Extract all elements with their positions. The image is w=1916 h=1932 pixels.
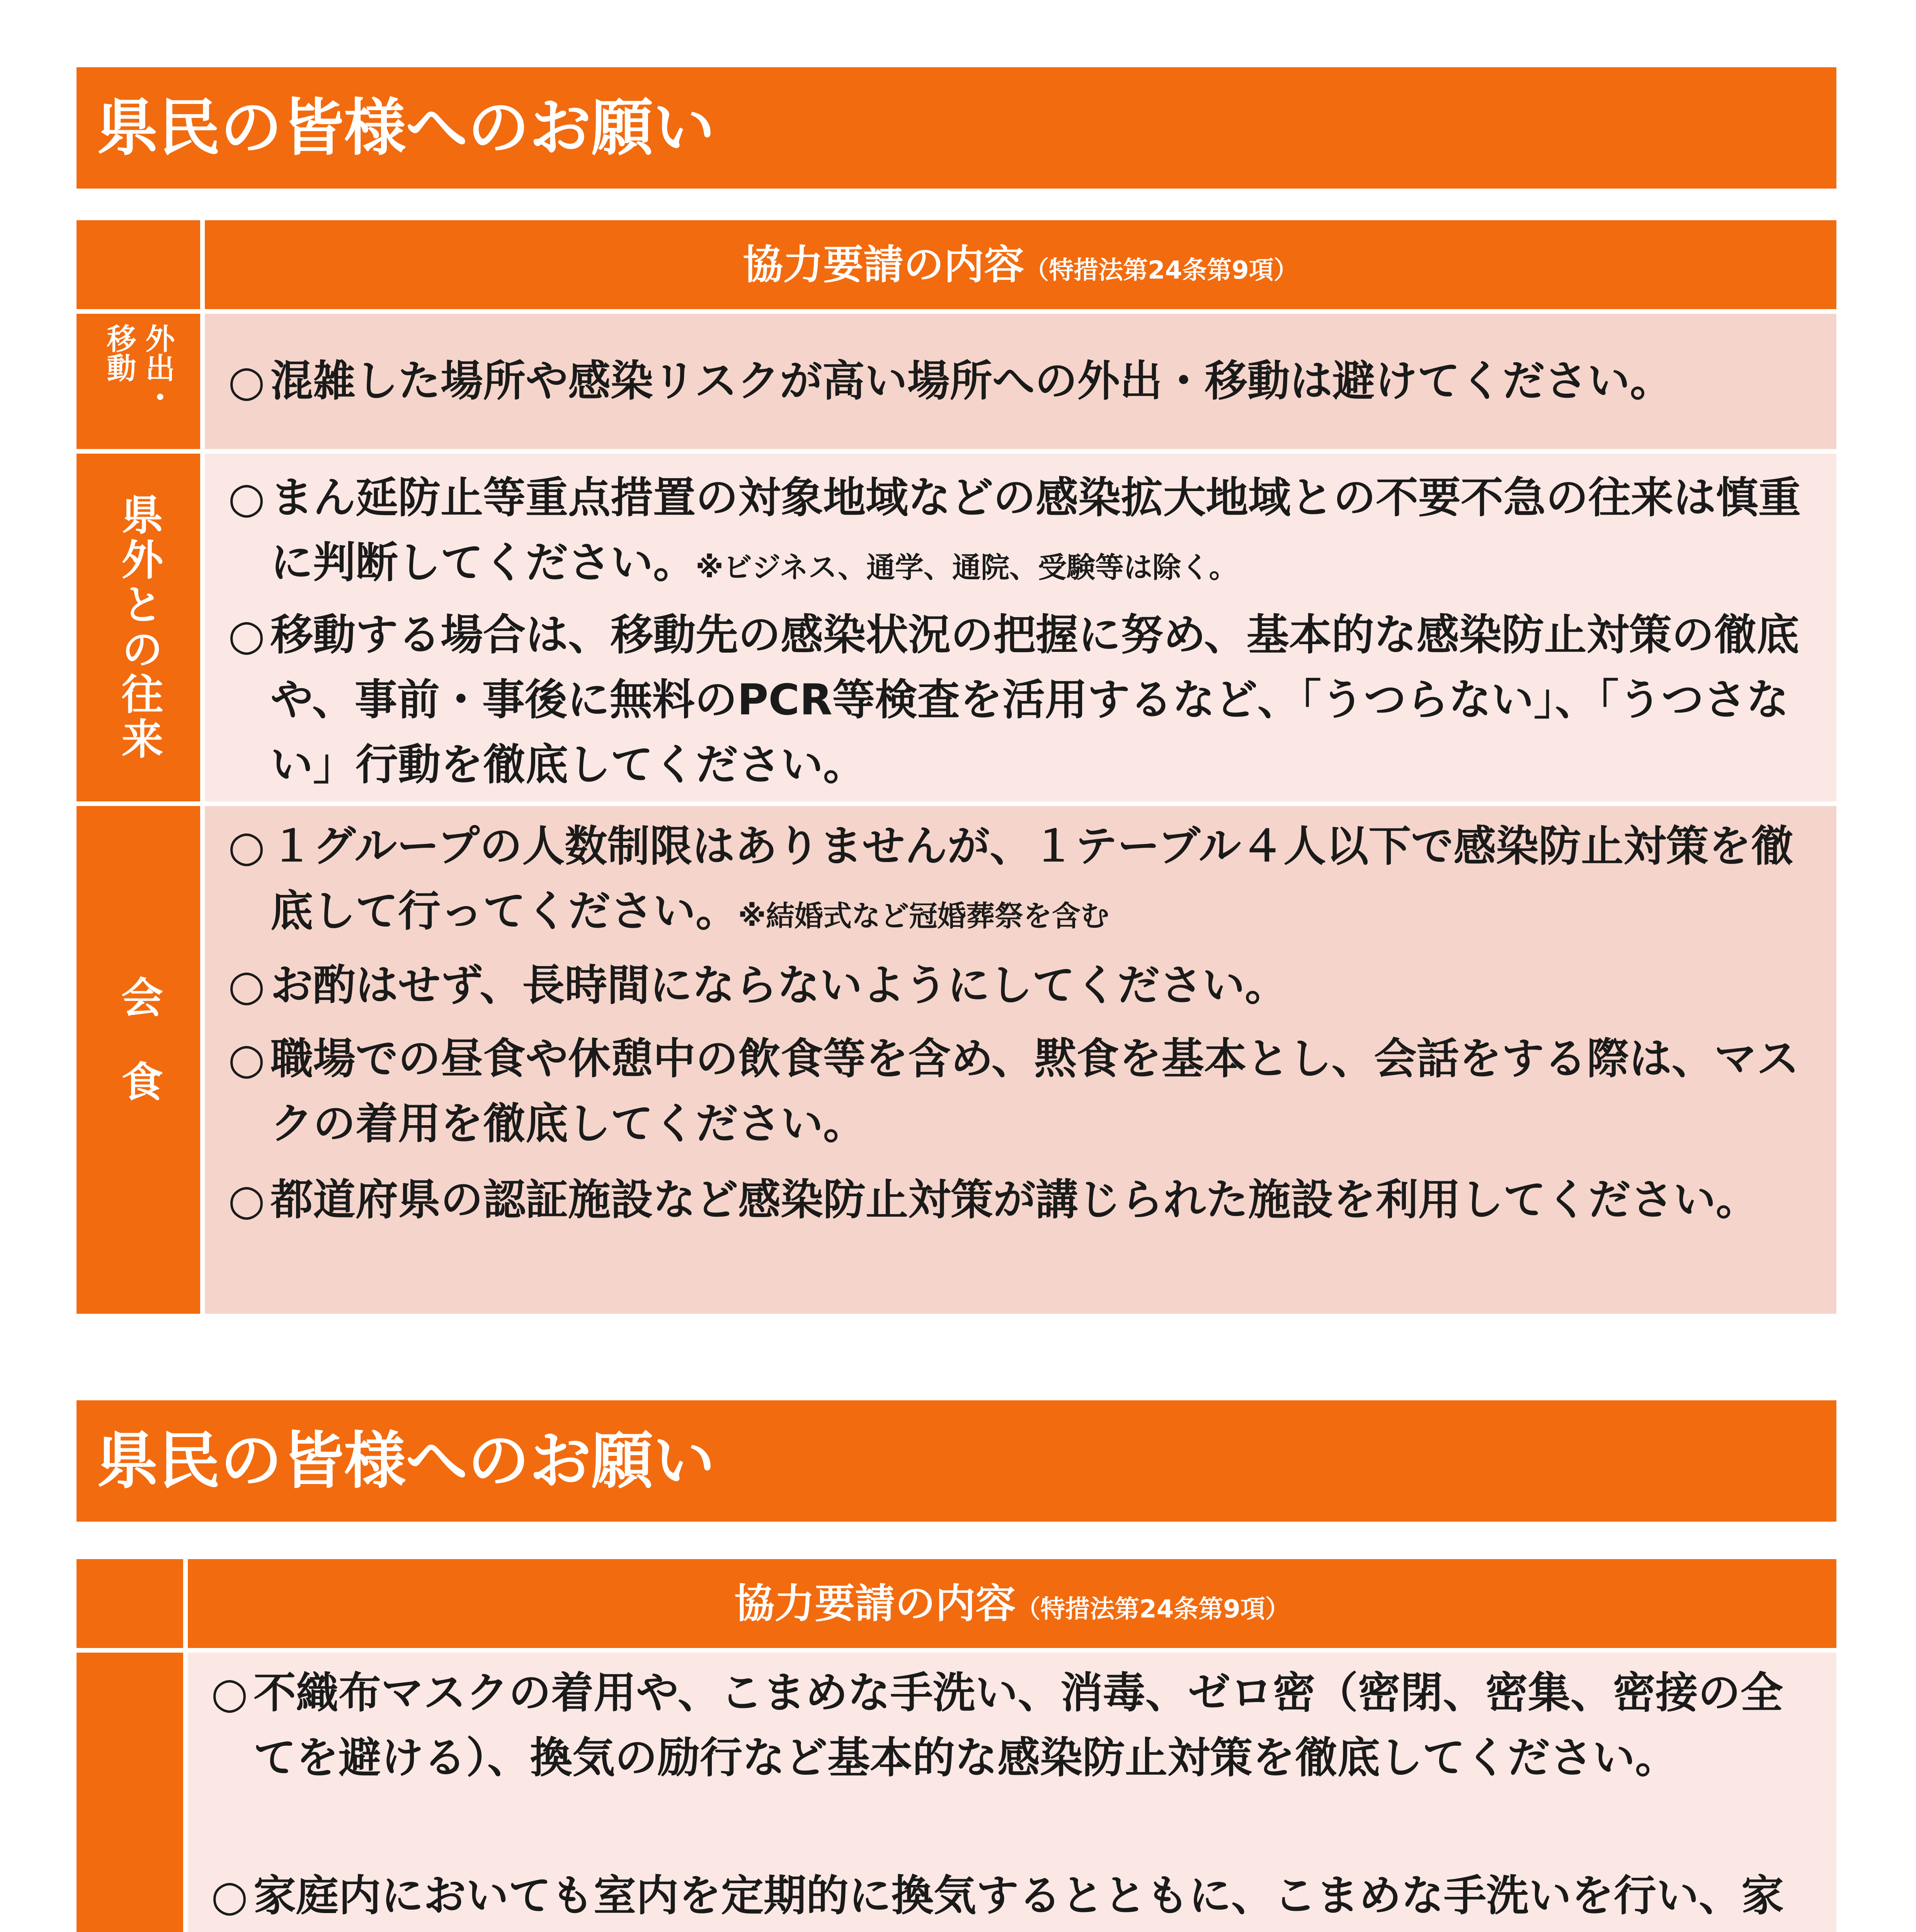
list-item bbox=[211, 1863, 1805, 1932]
section2-banner-title: 県民の皆様へのお願い bbox=[77, 1400, 1836, 1522]
item-text: １グループの人数制限はありませんが、１テーブル４人以下で感染防止対策を徹底して行ってください。 bbox=[271, 821, 1794, 936]
item-note: ※結婚式など冠婚葬祭を含む bbox=[738, 900, 1109, 933]
section2-table-header bbox=[77, 1559, 1836, 1648]
section1-request-table bbox=[77, 220, 1836, 1314]
item-text: 都道府県の認証施設など感染防止対策が講じられた施設を利用してください。 bbox=[271, 1175, 1758, 1225]
section1-banner-title: 県民の皆様へのお願い bbox=[77, 67, 1836, 189]
circle-bullet-icon: ○ bbox=[228, 961, 265, 1010]
item-text: 不織布マスクの着用や、こまめな手洗い、消毒、ゼロ密（密閉、密集、密接の全てを避ける）、換気の励行など基本的な感染防止対策を徹底してください。 bbox=[254, 1668, 1783, 1782]
section1-row-label-outing-text: 外出・移動 bbox=[102, 323, 175, 412]
section1-header-title bbox=[205, 220, 1836, 309]
circle-bullet-icon: ○ bbox=[228, 473, 265, 522]
circle-bullet-icon: ○ bbox=[228, 1175, 265, 1225]
circle-bullet-icon: ○ bbox=[228, 1034, 265, 1083]
list-item bbox=[228, 465, 1805, 600]
section1-header-note: （特措法第24条第9項） bbox=[1024, 256, 1298, 285]
list-item bbox=[228, 349, 1805, 413]
section2-header-title-text: 協力要請の内容 bbox=[734, 1580, 1016, 1627]
section1-row-label-dining-text: 会食 bbox=[114, 976, 163, 1144]
section1-row-travel bbox=[77, 454, 1836, 801]
section1-row-label-dining bbox=[77, 806, 200, 1314]
section1-row-outing bbox=[77, 314, 1836, 449]
item-text: 移動する場合は、移動先の感染状況の把握に努め、基本的な感染防止対策の徹底や、事前・事後に無料のPCR等検査を活用するなど、「うつらない」、「うつさない」行動を徹底してください。 bbox=[271, 610, 1799, 789]
section1-row-body-travel bbox=[205, 454, 1836, 801]
section1-row-dining bbox=[77, 806, 1836, 1314]
section2-header-title bbox=[188, 1559, 1836, 1648]
section2-header-note: （特措法第24条第9項） bbox=[1016, 1595, 1290, 1624]
item-text: まん延防止等重点措置の対象地域などの感染拡大地域との不要不急の往来は慎重に判断してください。 bbox=[271, 473, 1801, 587]
item-text: お酌はせず、長時間にならないようにしてください。 bbox=[271, 961, 1288, 1010]
circle-bullet-icon: ○ bbox=[228, 356, 265, 406]
section2-row-prevention bbox=[77, 1653, 1836, 1932]
item-text: 家庭内においても室内を定期的に換気するとともに、こまめな手洗いを行い、家 bbox=[254, 1871, 1784, 1920]
circle-bullet-icon: ○ bbox=[228, 610, 265, 660]
circle-bullet-icon: ○ bbox=[211, 1668, 248, 1718]
section1-table-header bbox=[77, 220, 1836, 309]
section1-row-label-travel bbox=[77, 454, 200, 801]
circle-bullet-icon: ○ bbox=[211, 1871, 248, 1920]
section2-row-body-prevention bbox=[188, 1653, 1836, 1932]
section1-row-body-outing bbox=[205, 314, 1836, 449]
circle-bullet-icon: ○ bbox=[228, 821, 265, 871]
list-item bbox=[228, 1026, 1805, 1156]
section1-row-label-outing bbox=[77, 314, 200, 449]
item-text: 混雑した場所や感染リスクが高い場所への外出・移動は避けてください。 bbox=[271, 356, 1673, 406]
list-item bbox=[228, 814, 1805, 949]
section1-row-body-dining bbox=[205, 806, 1836, 1314]
item-note: ※ビジネス、通学、通院、受験等は除く。 bbox=[696, 551, 1238, 584]
section1-row-label-travel-text: 県外との往来 bbox=[114, 493, 163, 762]
list-item bbox=[228, 1167, 1805, 1232]
section2-header-corner bbox=[77, 1559, 183, 1648]
list-item bbox=[228, 953, 1805, 1018]
item-text: 職場での昼食や休憩中の飲食等を含め、黙食を基本とし、会話をする際は、マスクの着用を徹底してください。 bbox=[271, 1034, 1799, 1148]
section1-header-title-text: 協力要請の内容 bbox=[743, 241, 1024, 288]
list-item bbox=[211, 1660, 1805, 1790]
section2-row-label-prevention bbox=[77, 1653, 183, 1932]
list-item bbox=[228, 602, 1805, 797]
section1-header-corner bbox=[77, 220, 200, 309]
section2-request-table bbox=[77, 1559, 1836, 1932]
